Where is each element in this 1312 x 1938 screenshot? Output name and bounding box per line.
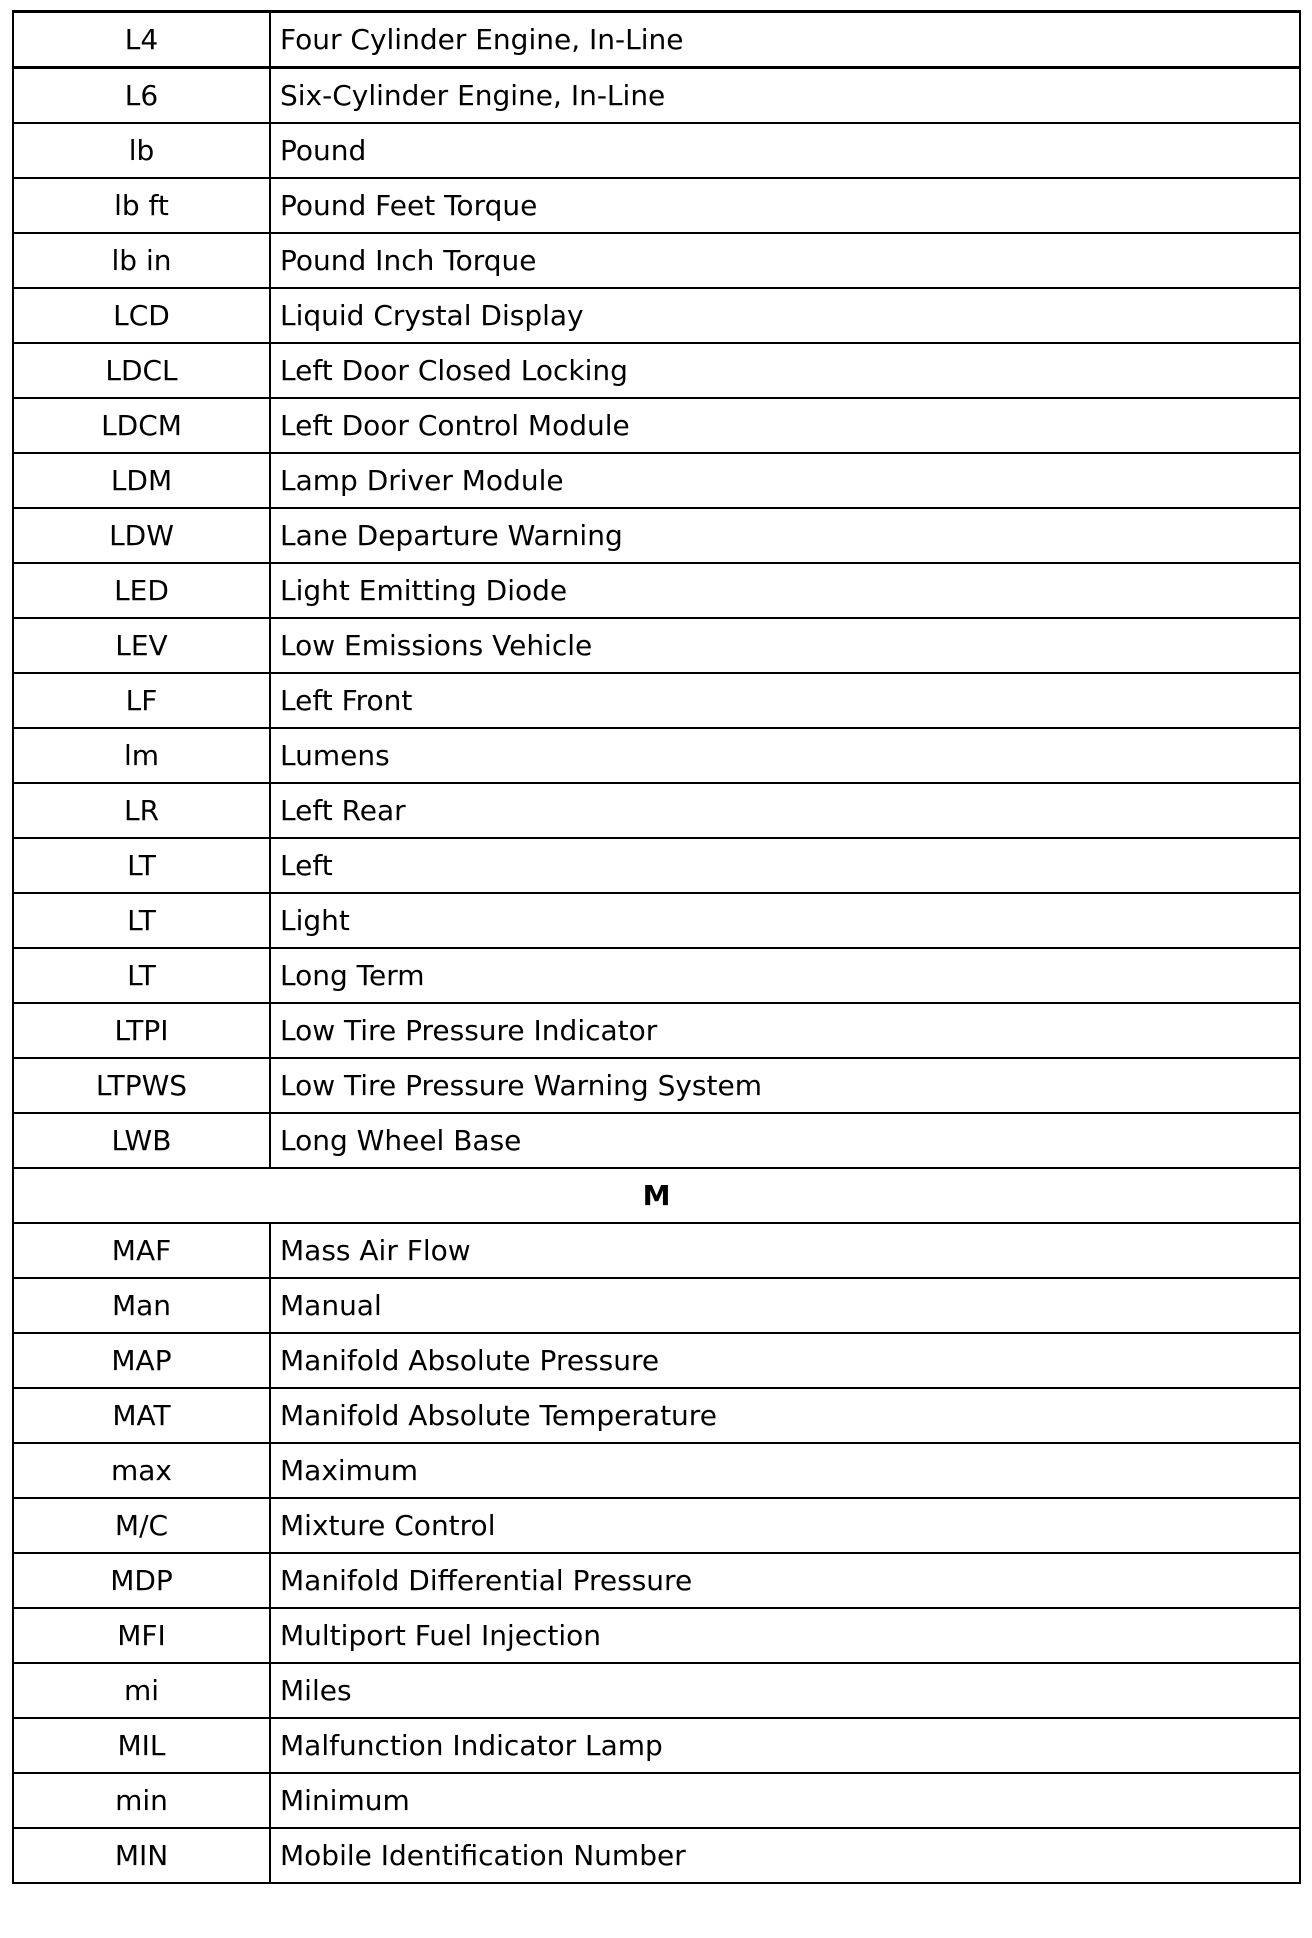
- table-row: [13, 1388, 1300, 1443]
- table-row: [13, 68, 1300, 124]
- table-row: [13, 618, 1300, 673]
- meaning-cell: Six-Cylinder Engine, In-Line: [270, 68, 1300, 124]
- table-row: [13, 123, 1300, 178]
- abbreviations-table: [12, 10, 1301, 1884]
- abbreviation-cell: LCD: [13, 288, 270, 343]
- meaning-cell: Pound Inch Torque: [270, 233, 1300, 288]
- meaning-cell: Left Door Control Module: [270, 398, 1300, 453]
- abbreviation-cell: min: [13, 1773, 270, 1828]
- abbreviation-cell: LT: [13, 893, 270, 948]
- abbreviation-cell: lb: [13, 123, 270, 178]
- abbreviation-cell: MIN: [13, 1828, 270, 1883]
- abbreviation-cell: MIL: [13, 1718, 270, 1773]
- meaning-cell: Lumens: [270, 728, 1300, 783]
- meaning-cell: Manifold Differential Pressure: [270, 1553, 1300, 1608]
- abbreviation-cell: LDCL: [13, 343, 270, 398]
- abbreviation-cell: LR: [13, 783, 270, 838]
- meaning-cell: Mass Air Flow: [270, 1223, 1300, 1278]
- abbreviation-cell: M/C: [13, 1498, 270, 1553]
- meaning-cell: Multiport Fuel Injection: [270, 1608, 1300, 1663]
- abbreviation-cell: LTPWS: [13, 1058, 270, 1113]
- meaning-cell: Low Tire Pressure Warning System: [270, 1058, 1300, 1113]
- section-header-row: [13, 1168, 1300, 1223]
- meaning-cell: Miles: [270, 1663, 1300, 1718]
- meaning-cell: Low Tire Pressure Indicator: [270, 1003, 1300, 1058]
- abbreviation-cell: LED: [13, 563, 270, 618]
- table-row: [13, 1498, 1300, 1553]
- table-row: [13, 398, 1300, 453]
- abbreviation-cell: mi: [13, 1663, 270, 1718]
- table-row: [13, 838, 1300, 893]
- abbreviation-cell: LT: [13, 948, 270, 1003]
- abbreviation-cell: Man: [13, 1278, 270, 1333]
- table-row: [13, 1058, 1300, 1113]
- meaning-cell: Left Front: [270, 673, 1300, 728]
- table-row: [13, 1113, 1300, 1168]
- table-row: [13, 1608, 1300, 1663]
- table-row: [13, 1223, 1300, 1278]
- table-row: [13, 1003, 1300, 1058]
- meaning-cell: Light Emitting Diode: [270, 563, 1300, 618]
- meaning-cell: Maximum: [270, 1443, 1300, 1498]
- meaning-cell: Manifold Absolute Temperature: [270, 1388, 1300, 1443]
- abbreviation-cell: LF: [13, 673, 270, 728]
- abbreviation-cell: MAP: [13, 1333, 270, 1388]
- abbreviation-cell: LTPI: [13, 1003, 270, 1058]
- abbreviation-cell: MDP: [13, 1553, 270, 1608]
- table-row: [13, 1443, 1300, 1498]
- table-row: [13, 728, 1300, 783]
- table-row: [13, 1773, 1300, 1828]
- meaning-cell: Lamp Driver Module: [270, 453, 1300, 508]
- table-row: [13, 288, 1300, 343]
- meaning-cell: Manual: [270, 1278, 1300, 1333]
- abbreviation-cell: lb ft: [13, 178, 270, 233]
- table-row: [13, 233, 1300, 288]
- table-row: [13, 343, 1300, 398]
- abbreviation-cell: LEV: [13, 618, 270, 673]
- meaning-cell: Low Emissions Vehicle: [270, 618, 1300, 673]
- table-row: [13, 12, 1300, 68]
- abbreviation-cell: lm: [13, 728, 270, 783]
- table-row: [13, 453, 1300, 508]
- table-row: [13, 1828, 1300, 1883]
- meaning-cell: Pound: [270, 123, 1300, 178]
- table-row: [13, 783, 1300, 838]
- abbreviation-cell: L6: [13, 68, 270, 124]
- meaning-cell: Left Rear: [270, 783, 1300, 838]
- table-row: [13, 1663, 1300, 1718]
- table-row: [13, 948, 1300, 1003]
- table-row: [13, 178, 1300, 233]
- table-row: [13, 1278, 1300, 1333]
- meaning-cell: Mobile Identification Number: [270, 1828, 1300, 1883]
- abbreviation-cell: max: [13, 1443, 270, 1498]
- abbreviation-cell: LWB: [13, 1113, 270, 1168]
- table-row: [13, 508, 1300, 563]
- meaning-cell: Manifold Absolute Pressure: [270, 1333, 1300, 1388]
- table-row: [13, 563, 1300, 618]
- table-row: [13, 893, 1300, 948]
- meaning-cell: Left: [270, 838, 1300, 893]
- section-header: M: [13, 1168, 1300, 1223]
- abbreviation-cell: MFI: [13, 1608, 270, 1663]
- table-row: [13, 673, 1300, 728]
- meaning-cell: Light: [270, 893, 1300, 948]
- meaning-cell: Pound Feet Torque: [270, 178, 1300, 233]
- table-row: [13, 1553, 1300, 1608]
- abbreviation-cell: L4: [13, 12, 270, 68]
- meaning-cell: Four Cylinder Engine, In-Line: [270, 12, 1300, 68]
- abbreviation-cell: MAF: [13, 1223, 270, 1278]
- abbreviation-cell: MAT: [13, 1388, 270, 1443]
- table-row: [13, 1333, 1300, 1388]
- abbreviation-cell: LDM: [13, 453, 270, 508]
- meaning-cell: Mixture Control: [270, 1498, 1300, 1553]
- abbreviation-cell: LDW: [13, 508, 270, 563]
- meaning-cell: Liquid Crystal Display: [270, 288, 1300, 343]
- meaning-cell: Lane Departure Warning: [270, 508, 1300, 563]
- abbreviation-cell: LDCM: [13, 398, 270, 453]
- meaning-cell: Minimum: [270, 1773, 1300, 1828]
- table-row: [13, 1718, 1300, 1773]
- abbreviation-cell: LT: [13, 838, 270, 893]
- meaning-cell: Malfunction Indicator Lamp: [270, 1718, 1300, 1773]
- abbreviation-cell: lb in: [13, 233, 270, 288]
- meaning-cell: Long Wheel Base: [270, 1113, 1300, 1168]
- meaning-cell: Long Term: [270, 948, 1300, 1003]
- meaning-cell: Left Door Closed Locking: [270, 343, 1300, 398]
